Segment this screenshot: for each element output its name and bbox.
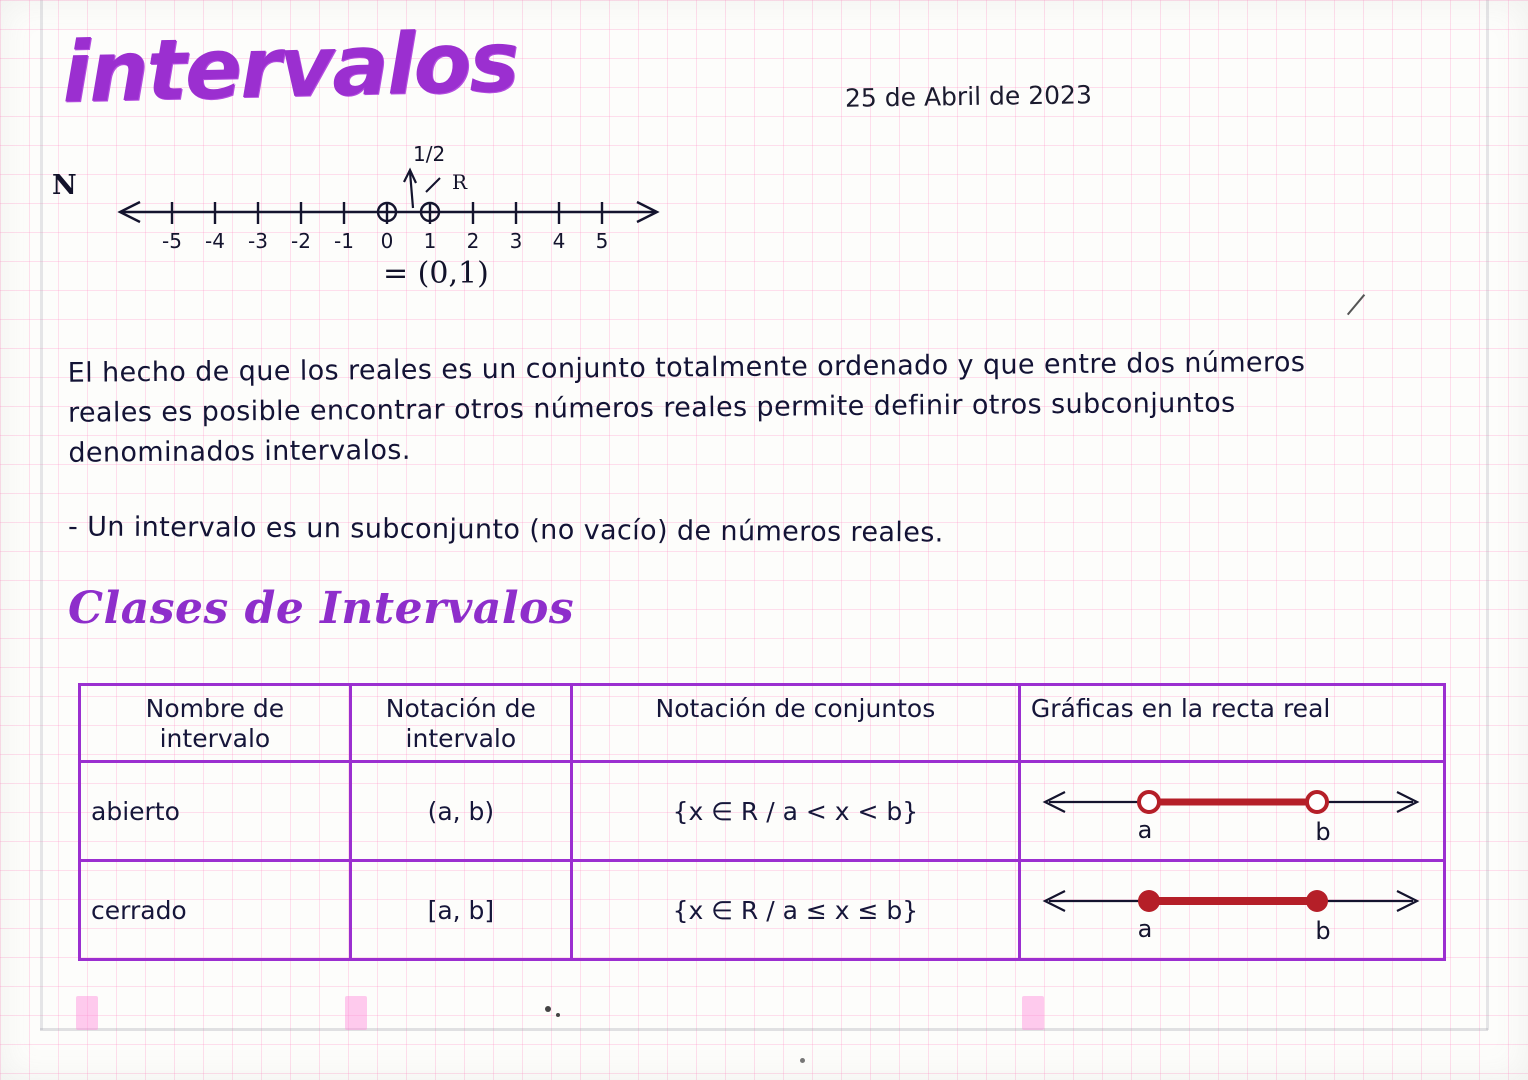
svg-text:2: 2 xyxy=(466,229,480,253)
fraction-label: 1/2 xyxy=(413,142,446,166)
svg-text:-3: -3 xyxy=(248,229,268,253)
tape-mark xyxy=(1022,996,1044,1030)
svg-text:a: a xyxy=(1137,915,1153,943)
svg-text:0: 0 xyxy=(380,229,394,253)
svg-text:1: 1 xyxy=(423,229,437,253)
tape-mark xyxy=(345,996,367,1030)
svg-text:b: b xyxy=(1315,917,1331,945)
header-cell-graph: Gráficas en la recta real xyxy=(1030,694,1331,723)
svg-text:a: a xyxy=(1137,816,1153,844)
paper-speck xyxy=(800,1058,805,1063)
paper-speck xyxy=(545,1006,551,1012)
cell-set-notation: {x ∈ R / a ≤ x ≤ b} xyxy=(573,862,1021,958)
table-header-row xyxy=(81,686,1443,763)
date-label: 25 de Abril de 2023 xyxy=(844,80,1093,113)
svg-text:-2: -2 xyxy=(291,229,311,253)
header-cell-name: Nombre de intervalo xyxy=(81,686,352,760)
cell-graph-closed xyxy=(1021,862,1443,958)
cell-set-notation: {x ∈ R / a < x < b} xyxy=(573,763,1021,859)
intervals-table xyxy=(78,683,1446,961)
real-set-symbol: R xyxy=(452,170,468,194)
cell-interval-name: abierto xyxy=(81,763,352,859)
natural-set-label: N xyxy=(52,170,77,201)
tape-mark xyxy=(76,996,98,1030)
cell-interval-notation: (a, b) xyxy=(352,763,573,859)
paragraph-bullet: - Un intervalo es un subconjunto (no vacío) de números reales. xyxy=(67,511,944,549)
paper-edge-bottom xyxy=(40,1028,1488,1031)
svg-text:3: 3 xyxy=(509,229,523,253)
page-title: intervalos xyxy=(60,12,519,122)
svg-text:-1: -1 xyxy=(334,229,354,253)
header-cell-set-notation: Notación de conjuntos xyxy=(573,686,1021,760)
svg-text:5: 5 xyxy=(595,229,609,253)
cell-interval-name: cerrado xyxy=(81,862,352,958)
paper-edge-right xyxy=(1486,0,1489,1030)
paper-speck xyxy=(556,1013,560,1017)
table-row xyxy=(81,763,1443,862)
section-subtitle: Clases de Intervalos xyxy=(68,583,575,634)
open-interval-graph xyxy=(1031,768,1431,854)
cell-interval-notation: [a, b] xyxy=(352,862,573,958)
pencil-mark xyxy=(1347,294,1385,332)
svg-text:4: 4 xyxy=(552,229,566,253)
paper-edge-left xyxy=(40,0,43,1030)
cell-graph-open xyxy=(1021,763,1443,859)
table-row xyxy=(81,862,1443,958)
svg-text:-4: -4 xyxy=(205,229,225,253)
svg-text:-5: -5 xyxy=(162,229,182,253)
svg-text:b: b xyxy=(1315,818,1331,846)
closed-interval-graph xyxy=(1031,867,1431,953)
paragraph-definition: El hecho de que los reales es un conjunto totalmente ordenado y que entre dos números reales es posible encontrar otros números reales permite definir otros subconjuntos denominados intervalos. xyxy=(67,346,1306,469)
interval-result-label: = (0,1) xyxy=(383,256,489,291)
header-cell-notation: Notación de intervalo xyxy=(352,686,573,760)
